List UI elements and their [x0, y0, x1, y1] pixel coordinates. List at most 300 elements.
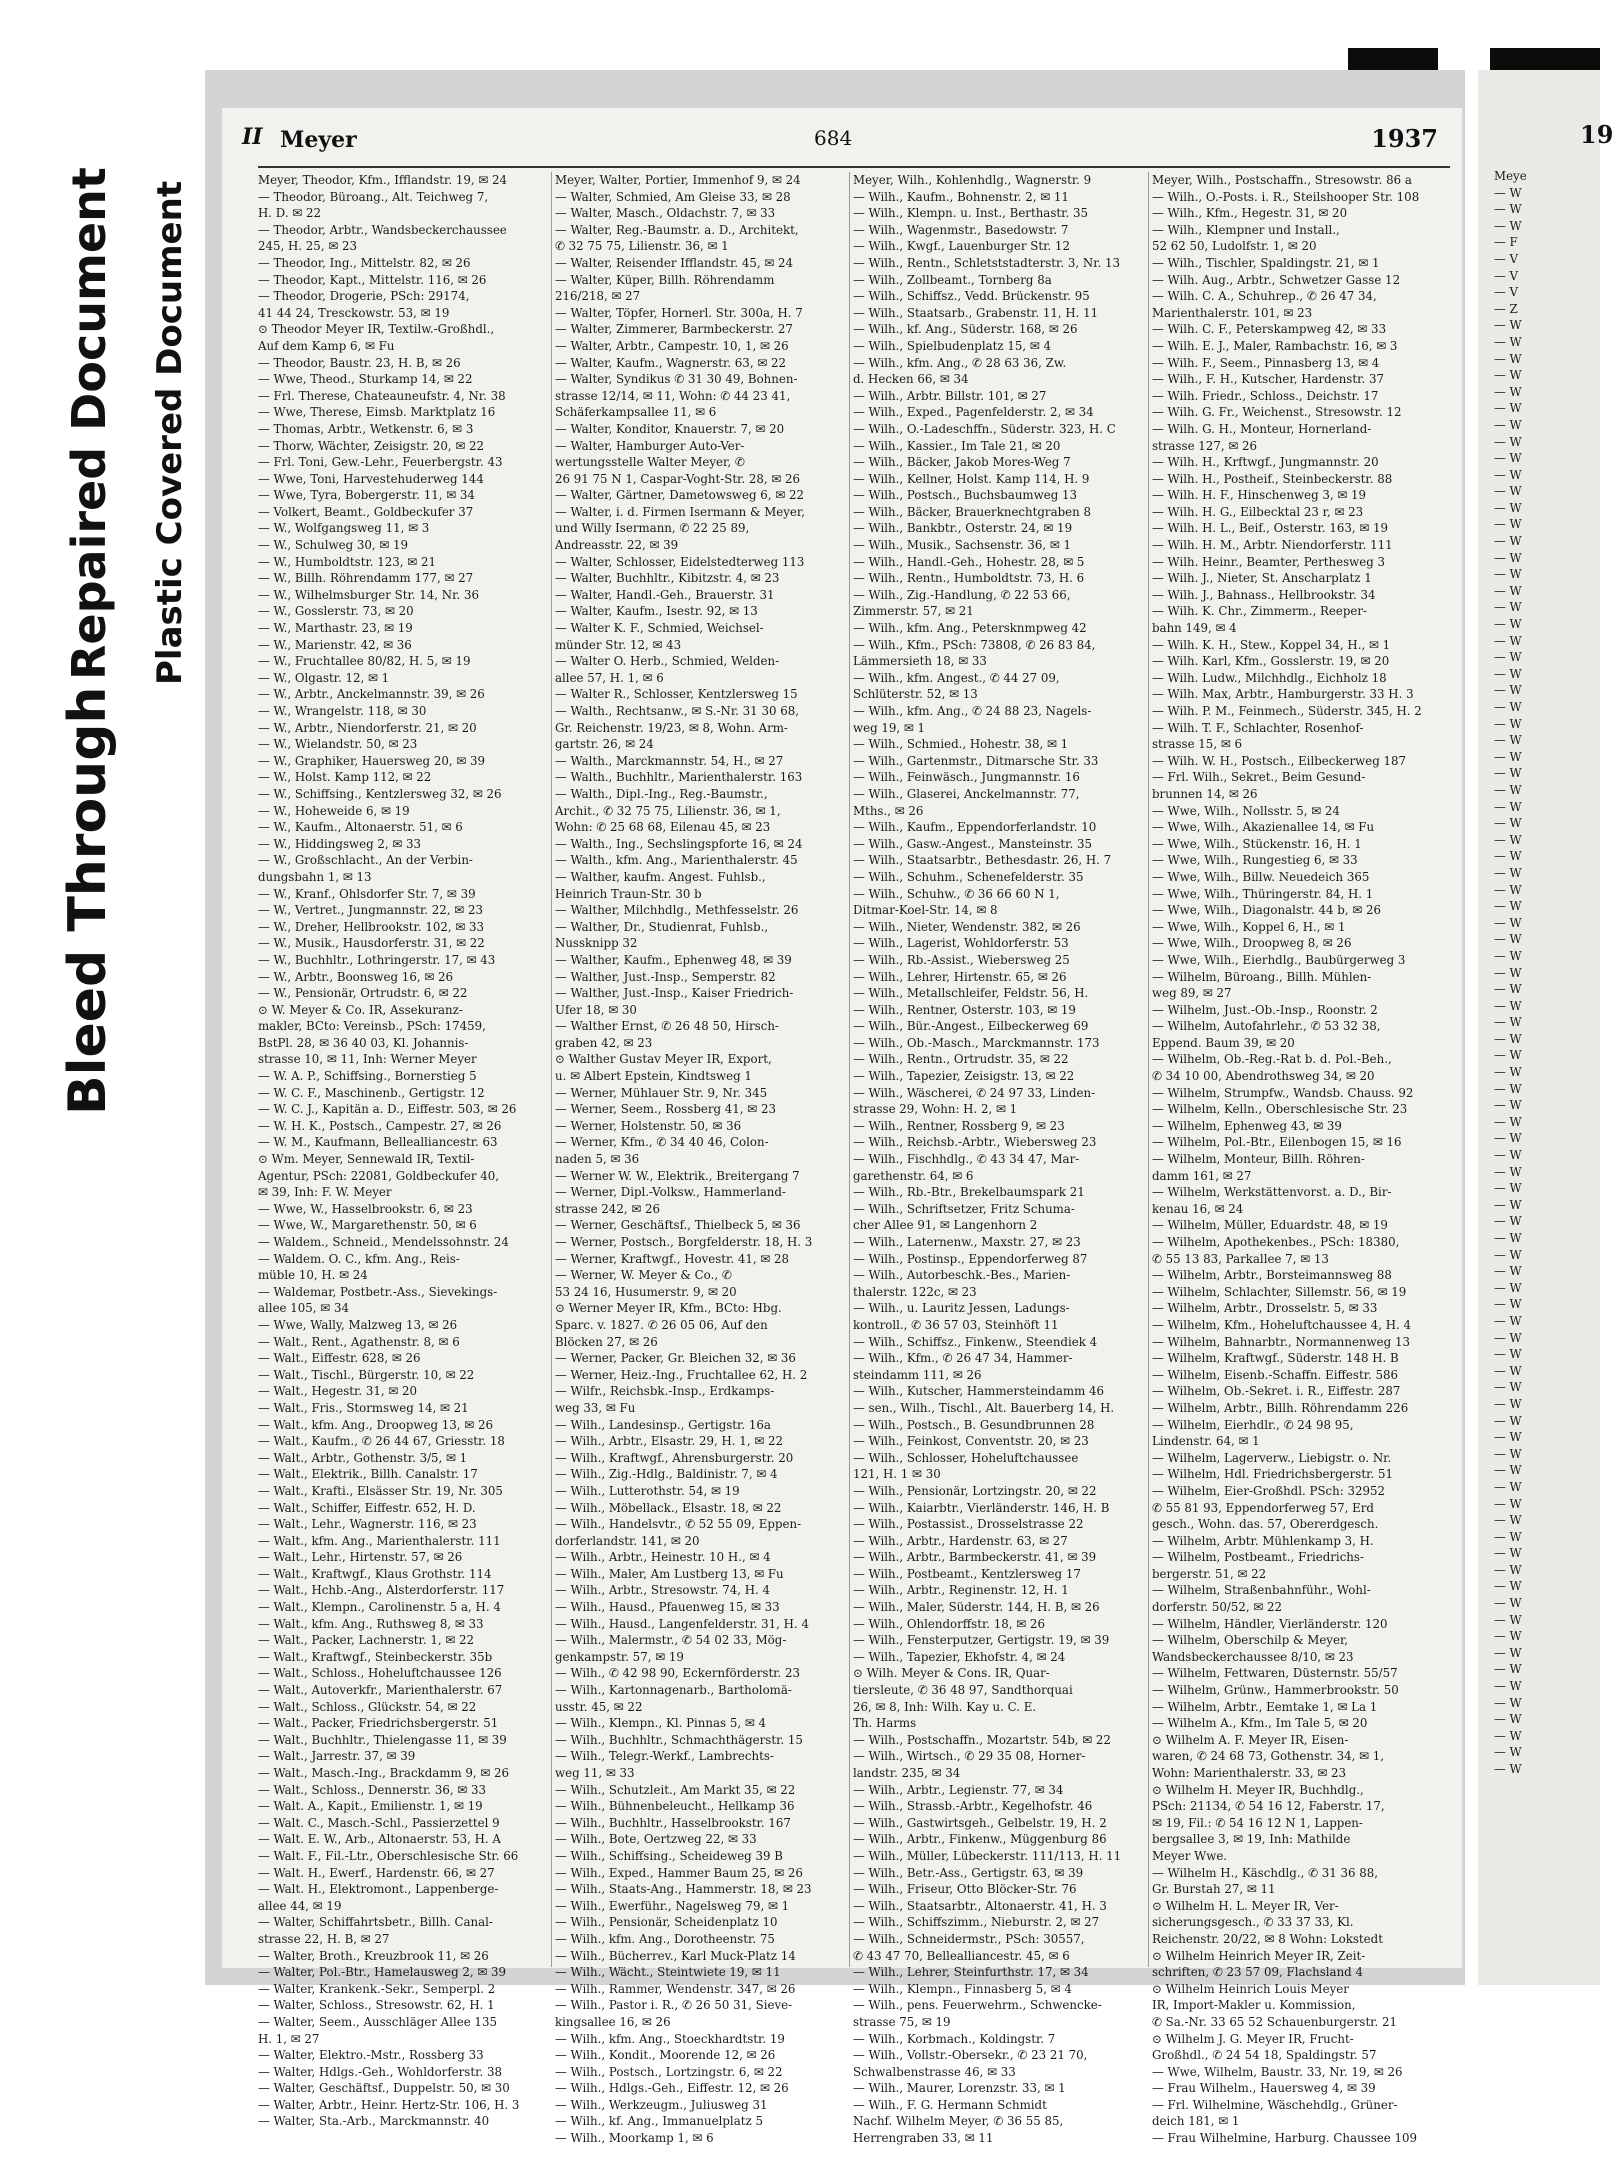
directory-entry-line: Mths., ✉ 26: [853, 803, 924, 818]
next-page-line: — W: [1494, 1098, 1522, 1113]
directory-entry-line: — Wilhelm, Kfm., Hoheluftchaussee 4, H. 4: [1152, 1317, 1412, 1332]
next-page-line: — W: [1494, 567, 1522, 582]
next-page-line: — W: [1494, 932, 1522, 947]
next-page-line: — W: [1494, 1048, 1522, 1063]
directory-entry-line: — Wilh., Tapezier, Ekhofstr. 4, ✉ 24: [853, 1649, 1066, 1664]
directory-entry-line: — Wilhelm, Kraftwgf., Süderstr. 148 H. B: [1152, 1351, 1399, 1366]
directory-entry-line: — Walter, Hdlgs.-Geh., Wohldorferstr. 38: [258, 2064, 502, 2079]
directory-entry-line: weg 11, ✉ 33: [555, 1766, 635, 1780]
next-page-line: — W: [1494, 500, 1522, 515]
directory-entry-line: — W., Graphiker, Hauersweg 20, ✉ 39: [258, 753, 485, 768]
next-page-line: — W: [1494, 1579, 1522, 1594]
directory-entry-line: — Theodor, Ing., Mittelstr. 82, ✉ 26: [258, 255, 471, 270]
directory-entry-line: — W., Marienstr. 42, ✉ 36: [258, 637, 412, 652]
directory-entry-line: — Wilhelm, Händler, Vierländerstr. 120: [1152, 1616, 1388, 1631]
next-page-line: — W: [1494, 633, 1522, 648]
directory-entry-line: — Theodor, Baustr. 23, H. B, ✉ 26: [258, 355, 461, 370]
directory-entry-line: — Wilh., Spielbudenplatz 15, ✉ 4: [853, 338, 1052, 353]
directory-entry-line: — Wilh., Bühnenbeleucht., Hellkamp 36: [555, 1799, 795, 1814]
next-page-line: — W: [1494, 401, 1522, 416]
directory-entry-line: allee 57, H. 1, ✉ 6: [555, 670, 664, 685]
directory-entry-line: — Walther, Kaufm., Ephenweg 48, ✉ 39: [555, 952, 792, 967]
directory-entry-line: — Wilh., Kellner, Holst. Kamp 114, H. 9: [853, 471, 1090, 486]
directory-entry-line: — W., Schiffsing., Kentzlersweg 32, ✉ 26: [258, 786, 502, 801]
directory-entry-line: cher Allee 91, ✉ Langenhorn 2: [853, 1218, 1038, 1233]
directory-entry-line: — Walter, Töpfer, Hornerl. Str. 300a, H. 7: [555, 305, 803, 320]
directory-entry-line: — W., Großschlacht., An der Verbin-: [258, 853, 473, 868]
directory-entry-line: — Wilh., Rb.-Assist., Wiebersweg 25: [853, 952, 1070, 967]
directory-entry-line: Auf dem Kamp 6, ✉ Fu: [258, 338, 395, 353]
directory-entry-line: — Wilh., Maler, Süderstr. 144, H. B, ✉ 26: [853, 1600, 1100, 1615]
next-page-line: — W: [1494, 417, 1522, 432]
directory-entry-line: — Walt. C., Masch.-Schl., Passierzettel 9: [258, 1815, 500, 1830]
header-rule: [258, 166, 1450, 168]
directory-entry-line: — Wwe, W., Margarethenstr. 50, ✉ 6: [258, 1218, 477, 1233]
next-page-line: — W: [1494, 1679, 1522, 1694]
next-page-line: — W: [1494, 1264, 1522, 1279]
directory-entry-line: — Wilhelm, Lagerverw., Liebigstr. o. Nr.: [1152, 1450, 1392, 1465]
directory-entry-line: garethenstr. 64, ✉ 6: [853, 1168, 974, 1183]
directory-entry-line: Meyer, Wilh., Kohlenhdlg., Wagnerstr. 9: [853, 173, 1092, 187]
directory-entry-line: — Wilh., Kfm., ✆ 26 47 34, Hammer-: [853, 1351, 1073, 1366]
directory-entry-line: — Frl. Wilhelmine, Wäschehdlg., Grüner-: [1152, 2097, 1398, 2112]
directory-entry-line: — Wilh., Schuhw., ✆ 36 66 60 N 1,: [853, 886, 1060, 901]
directory-entry-line: strasse 15, ✉ 6: [1152, 737, 1242, 752]
next-page-line: — W: [1494, 1131, 1522, 1146]
directory-entry-line: ⊙ Walther Gustav Meyer IR, Export,: [555, 1052, 772, 1067]
next-page-line: — W: [1494, 1430, 1522, 1445]
directory-entry-line: — Walther Ernst, ✆ 26 48 50, Hirsch-: [555, 1019, 779, 1034]
directory-entry-line: — Walt., Autoverkfr., Marienthalerstr. 67: [258, 1683, 503, 1698]
next-page-line: — W: [1494, 1413, 1522, 1428]
directory-entry-line: — Wilhelm, Ob.-Reg.-Rat b. d. Pol.-Beh.,: [1152, 1052, 1392, 1067]
directory-entry-line: ✆ Sa.-Nr. 33 65 52 Schauenburgerstr. 21: [1152, 2014, 1398, 2029]
directory-entry-line: — Walter, Zimmerer, Barmbeckerstr. 27: [555, 322, 793, 337]
directory-entry-line: tiersleute, ✆ 36 48 97, Sandthorquai: [853, 1683, 1073, 1698]
directory-entry-line: — Walter, Schloss., Stresowstr. 62, H. 1: [258, 1998, 495, 2013]
directory-entry-line: — Walter, Buchhltr., Kibitzstr. 4, ✉ 23: [555, 571, 780, 586]
directory-entry-line: — Wilh., Staatsarbtr., Bethesdastr. 26, H. 7: [853, 853, 1112, 868]
directory-entry-line: PSch: 21134, ✆ 54 16 12, Faberstr. 17,: [1152, 1799, 1385, 1814]
directory-entry-line: — Wilh. J., Bahnass., Hellbrookstr. 34: [1152, 587, 1376, 602]
directory-entry-line: — Waldem., Schneid., Mendelssohnstr. 24: [258, 1235, 509, 1249]
directory-entry-line: ⊙ Wilh. Meyer & Cons. IR, Quar-: [853, 1666, 1050, 1681]
directory-entry-line: — Wilhelm, Eisenb.-Schaffn. Eiffestr. 586: [1152, 1367, 1399, 1382]
directory-entry-line: — Walter, Gärtner, Dametowsweg 6, ✉ 22: [555, 488, 804, 503]
directory-entry-line: Meyer, Wilh., Postschaffn., Stresowstr. 86 a: [1152, 173, 1412, 187]
directory-entry-line: — Walt. E. W., Arb., Altonaerstr. 53, H. A: [258, 1832, 501, 1847]
directory-entry-line: damm 161, ✉ 27: [1152, 1168, 1252, 1183]
directory-entry-line: — Wilhelm, Arbtr. Mühlenkamp 3, H.: [1152, 1533, 1374, 1548]
directory-entry-line: — Wilh., Schiffsz., Vedd. Brückenstr. 95: [853, 289, 1090, 304]
directory-entry-line: — Walter, Kaufm., Isestr. 92, ✉ 13: [555, 604, 758, 619]
next-page-line: — W: [1494, 865, 1522, 880]
next-page-edge: [1478, 70, 1613, 1985]
directory-entry-line: — Wilhelm, Hdl. Friedrichsbergerstr. 51: [1152, 1467, 1393, 1482]
directory-entry-line: — Walter, i. d. Firmen Isermann & Meyer,: [555, 504, 806, 519]
directory-entry-line: Ufer 18, ✉ 30: [555, 1002, 637, 1017]
directory-entry-line: — Werner, Heiz.-Ing., Fruchtallee 62, H. 2: [555, 1367, 808, 1382]
directory-entry-line: — Wilh., Klempner und Install.,: [1152, 222, 1340, 237]
directory-entry-line: — Wilh., Rentn., Schletststadterstr. 3, Nr. 13: [853, 255, 1121, 270]
directory-entry-line: — Wwe, Wilhelm, Baustr. 33, Nr. 19, ✉ 26: [1152, 2064, 1403, 2079]
directory-entry-line: ⊙ Wilhelm A. F. Meyer IR, Eisen-: [1152, 1732, 1349, 1747]
directory-entry-line: — Wilh., Lagerist, Wohldorferstr. 53: [853, 936, 1069, 951]
next-page-line: — W: [1494, 368, 1522, 383]
directory-entry-line: 245, H. 25, ✉ 23: [258, 239, 357, 254]
directory-entry-line: strasse 10, ✉ 11, Inh: Werner Meyer: [258, 1052, 477, 1067]
directory-entry-line: — Werner, Dipl.-Volksw., Hammerland-: [555, 1185, 786, 1200]
directory-entry-line: — W., Arbtr., Boonsweg 16, ✉ 26: [258, 969, 453, 984]
directory-entry-line: — Wilh., Exped., Pagenfelderstr. 2, ✉ 34: [853, 405, 1094, 420]
directory-entry-line: weg 33, ✉ Fu: [555, 1400, 636, 1415]
directory-entry-line: — Wilh., Korbmach., Koldingstr. 7: [853, 2031, 1056, 2046]
next-page-line: — W: [1494, 1164, 1522, 1179]
next-page-line: — W: [1494, 583, 1522, 598]
directory-entry-line: d. Hecken 66, ✉ 34: [853, 372, 969, 387]
directory-entry-line: — Wilh., Möbellack., Elsastr. 18, ✉ 22: [555, 1500, 782, 1515]
directory-entry-line: Wohn: ✆ 25 68 68, Eilenau 45, ✉ 23: [555, 820, 771, 835]
directory-entry-line: — Wilh., Friseur, Otto Blöcker-Str. 76: [853, 1882, 1077, 1897]
directory-entry-line: — Walt., Arbtr., Gothenstr. 3/5, ✉ 1: [258, 1450, 468, 1465]
directory-entry-line: — W. M., Kaufmann, Bellealliancestr. 63: [258, 1135, 498, 1150]
directory-entry-line: — Wilh., Tischler, Spaldingstr. 21, ✉ 1: [1152, 255, 1380, 270]
directory-entry-line: — W., Olgastr. 12, ✉ 1: [258, 670, 390, 685]
next-page-line: — W: [1494, 1347, 1522, 1362]
directory-entry-line: — Wilh., Lehrer, Steinfurthstr. 17, ✉ 34: [853, 1965, 1089, 1980]
directory-column-4: [1148, 172, 1452, 2146]
directory-entry-line: — Wilh., Kraftwgf., Ahrensburgerstr. 20: [555, 1450, 794, 1465]
directory-entry-line: — Wilh., Kaufm., Bohnenstr. 2, ✉ 11: [853, 189, 1069, 204]
directory-entry-line: — Wilh., Gartenmstr., Ditmarsche Str. 33: [853, 753, 1099, 768]
directory-entry-line: — Wilh., Handl.-Geh., Hohestr. 28, ✉ 5: [853, 554, 1085, 569]
directory-entry-line: 26, ✉ 8, Inh: Wilh. Kay u. C. E.: [853, 1699, 1037, 1714]
next-page-line: — W: [1494, 185, 1522, 200]
next-page-line: — W: [1494, 1297, 1522, 1312]
directory-entry-line: Meyer, Theodor, Kfm., Ifflandstr. 19, ✉ 24: [258, 173, 508, 187]
directory-entry-line: — Wilh., Klempn., Finnasberg 5, ✉ 4: [853, 1981, 1072, 1996]
directory-entry-line: — Wilh., Schiffsing., Scheideweg 39 B: [555, 1848, 783, 1863]
directory-entry-line: Archit., ✆ 32 75 75, Lilienstr. 36, ✉ 1,: [555, 803, 781, 818]
directory-entry-line: Schäferkampsallee 11, ✉ 6: [555, 405, 717, 420]
directory-entry-line: ✆ 32 75 75, Lilienstr. 36, ✉ 1: [555, 239, 729, 254]
directory-entry-line: — Wilh., Schutzleit., Am Markt 35, ✉ 22: [555, 1782, 796, 1797]
directory-entry-line: — Wwe, Wilh., Droopweg 8, ✉ 26: [1152, 936, 1352, 951]
directory-entry-line: — Wilh., Schuhm., Schenefelderstr. 35: [853, 869, 1084, 884]
directory-entry-line: — Wilh., Rb.-Btr., Brekelbaumspark 21: [853, 1185, 1085, 1200]
directory-entry-line: ✉ 39, Inh: F. W. Meyer: [258, 1185, 392, 1200]
directory-entry-line: Eppend. Baum 39, ✉ 20: [1152, 1035, 1295, 1050]
directory-entry-line: Gr. Burstah 27, ✉ 11: [1152, 1882, 1276, 1897]
directory-entry-line: — Walth., Marckmannstr. 54, H., ✉ 27: [555, 753, 784, 768]
directory-entry-line: — Wilh., Malermstr., ✆ 54 02 33, Mög-: [555, 1633, 787, 1648]
directory-entry-line: — Frl. Wilh., Sekret., Beim Gesund-: [1152, 770, 1366, 785]
directory-entry-line: — Wilh., Maurer, Lorenzstr. 33, ✉ 1: [853, 2081, 1066, 2096]
directory-entry-line: — Walter, Syndikus ✆ 31 30 49, Bohnen-: [555, 372, 798, 387]
directory-entry-line: und Willy Isermann, ✆ 22 25 89,: [555, 521, 750, 536]
next-page-line: — W: [1494, 799, 1522, 814]
directory-entry-line: — Walter, Elektro.-Mstr., Rossberg 33: [258, 2048, 484, 2063]
next-page-line: — W: [1494, 351, 1522, 366]
directory-entry-line: — Walther, Dr., Studienrat, Fuhlsb.,: [555, 919, 769, 934]
next-page-line: — W: [1494, 1479, 1522, 1494]
next-page-line: — W: [1494, 334, 1522, 349]
next-page-line: — W: [1494, 1745, 1522, 1760]
directory-entry-line: — W., Schulweg 30, ✉ 19: [258, 538, 409, 553]
directory-entry-line: 121, H. 1 ✉ 30: [853, 1467, 941, 1482]
directory-entry-line: — Wwe, Wilh., Akazienallee 14, ✉ Fu: [1152, 820, 1375, 835]
directory-entry-line: Schlüterstr. 52, ✉ 13: [853, 687, 978, 702]
directory-entry-line: — Wilh., Schneidermstr., PSch: 30557,: [853, 1931, 1085, 1946]
directory-entry-line: — Wilh., Ohlendorffstr. 18, ✉ 26: [853, 1616, 1045, 1631]
directory-entry-line: — Walt., Klempn., Carolinenstr. 5 a, H. 4: [258, 1600, 501, 1615]
directory-entry-line: Reichenstr. 20/22, ✉ 8 Wohn: Lokstedt: [1152, 1931, 1383, 1946]
directory-entry-line: — Wilh., Schriftsetzer, Fritz Schuma-: [853, 1201, 1075, 1216]
next-page-line: — W: [1494, 1496, 1522, 1511]
directory-entry-line: — Wilh., Bankbtr., Osterstr. 24, ✉ 19: [853, 521, 1073, 536]
directory-entry-line: — Werner, Kraftwgf., Hovestr. 41, ✉ 28: [555, 1251, 790, 1266]
directory-entry-line: — Wilhelm, Arbtr., Drosselstr. 5, ✉ 33: [1152, 1301, 1378, 1316]
directory-entry-line: — Wilhelm, Ephenweg 43, ✉ 39: [1152, 1118, 1342, 1133]
next-page-line: — W: [1494, 1645, 1522, 1660]
directory-entry-line: — Wilh. K. H., Stew., Koppel 34, H., ✉ 1: [1152, 637, 1391, 652]
next-page-line: — W: [1494, 899, 1522, 914]
directory-entry-line: strasse 242, ✉ 26: [555, 1201, 660, 1216]
directory-entry-line: brunnen 14, ✉ 26: [1152, 786, 1258, 801]
directory-entry-line: — Wilh. T. F., Schlachter, Rosenhof-: [1152, 720, 1364, 735]
directory-entry-line: — Wilh., Handelsvtr., ✆ 52 55 09, Eppen-: [555, 1517, 802, 1532]
directory-entry-line: — Wilh., Wirtsch., ✆ 29 35 08, Horner-: [853, 1749, 1086, 1764]
directory-entry-line: ✆ 55 81 93, Eppendorferweg 57, Erd: [1152, 1500, 1374, 1515]
directory-entry-line: — Wilh. F., Seem., Pinnasberg 13, ✉ 4: [1152, 355, 1380, 370]
directory-entry-line: — Wwe, Wilh., Stückenstr. 16, H. 1: [1152, 836, 1362, 851]
directory-entry-line: — Wilh., Kartonnagenarb., Bartholomä-: [555, 1683, 792, 1698]
directory-entry-line: — Theodor, Kapt., Mittelstr. 116, ✉ 26: [258, 272, 487, 287]
directory-entry-line: IR, Import-Makler u. Kommission,: [1152, 1998, 1356, 2013]
directory-entry-line: H. D. ✉ 22: [258, 206, 321, 221]
directory-entry-line: graben 42, ✉ 23: [555, 1035, 653, 1050]
directory-entry-line: — Walt., Elektrik., Billh. Canalstr. 17: [258, 1467, 478, 1482]
directory-entry-line: wertungsstelle Walter Meyer, ✆: [555, 455, 745, 470]
directory-entry-line: — W., Marthastr. 23, ✉ 19: [258, 621, 413, 636]
directory-entry-line: — W., Hiddingsweg 2, ✉ 33: [258, 836, 422, 851]
directory-entry-line: 52 62 50, Ludolfstr. 1, ✉ 20: [1152, 239, 1317, 254]
directory-entry-line: — Wilh., Arbtr., Hardenstr. 63, ✉ 27: [853, 1533, 1068, 1548]
directory-entry-line: — Wilh. C. F., Peterskampweg 42, ✉ 33: [1152, 322, 1387, 337]
directory-entry-line: — Wilh. C. A., Schuhrep., ✆ 26 47 34,: [1152, 289, 1377, 304]
page-number: 684: [814, 126, 853, 150]
directory-entry-line: — Wilh., Arbtr., Barmbeckerstr. 41, ✉ 39: [853, 1550, 1097, 1565]
next-page-line: — W: [1494, 982, 1522, 997]
directory-entry-line: — Wilhelm, Arbtr., Borsteimannsweg 88: [1152, 1268, 1392, 1283]
directory-entry-line: — Wilh. P. M., Feinmech., Süderstr. 345, H. 2: [1152, 704, 1422, 718]
directory-entry-line: — Wilhelm, Müller, Eduardstr. 48, ✉ 19: [1152, 1218, 1388, 1233]
directory-entry-line: — Wilh. E. J., Maler, Rambachstr. 16, ✉ 3: [1152, 338, 1398, 353]
directory-entry-line: — Wilh. G. Fr., Weichenst., Stresowstr. 12: [1152, 405, 1402, 420]
next-page-line: — W: [1494, 849, 1522, 864]
directory-entry-line: — Walter, Geschäftsf., Duppelstr. 50, ✉ 30: [258, 2081, 510, 2096]
directory-entry-line: — Wilh., Bür.-Angest., Eilbeckerweg 69: [853, 1019, 1089, 1034]
directory-entry-line: — Walth., Dipl.-Ing., Reg.-Baumstr.,: [555, 786, 768, 801]
directory-entry-line: — Theodor, Büroang., Alt. Teichweg 7,: [258, 189, 489, 204]
directory-entry-line: — Wilh. H. G., Eilbecktal 23 r, ✉ 23: [1152, 504, 1364, 519]
directory-entry-line: — Walter R., Schlosser, Kentzlersweg 15: [555, 687, 798, 702]
directory-entry-line: — Wilh., Ob.-Masch., Marckmannstr. 173: [853, 1035, 1100, 1050]
directory-entry-line: Meyer Wwe.: [1152, 1848, 1228, 1863]
next-page-line: — Z: [1494, 301, 1518, 316]
next-page-line: — W: [1494, 1313, 1522, 1328]
next-page-line: — W: [1494, 1463, 1522, 1478]
directory-entry-line: ✆ 34 10 00, Abendrothsweg 34, ✉ 20: [1152, 1069, 1375, 1084]
directory-entry-line: — Werner, Holstenstr. 50, ✉ 36: [555, 1118, 742, 1133]
header-surname: Meyer: [280, 127, 357, 153]
directory-entry-line: — Wilh., Rentner, Osterstr. 103, ✉ 19: [853, 1002, 1076, 1017]
directory-entry-line: ✆ 43 47 70, Bellealliancestr. 45, ✉ 6: [853, 1948, 1070, 1963]
directory-entry-line: — Wilh., Kfm., PSch: 73808, ✆ 26 83 84,: [853, 637, 1096, 652]
directory-entry-line: — Wilh., kfm. Ang., Petersknmpweg 42: [853, 621, 1087, 636]
directory-entry-line: — Walter, Handl.-Geh., Brauerstr. 31: [555, 587, 775, 602]
directory-entry-line: naden 5, ✉ 36: [555, 1152, 640, 1167]
directory-entry-line: — Wilh., Lehrer, Hirtenstr. 65, ✉ 26: [853, 969, 1067, 984]
directory-entry-line: — Walt., Packer, Friedrichsbergerstr. 51: [258, 1716, 499, 1731]
next-page-line: — W: [1494, 1181, 1522, 1196]
directory-entry-line: gesch., Wohn. das. 57, Obererdgesch.: [1152, 1517, 1379, 1532]
directory-entry-line: — Wilh., Bote, Oertzweg 22, ✉ 33: [555, 1832, 757, 1847]
directory-entry-line: Herrengraben 33, ✉ 11: [853, 2131, 994, 2146]
directory-entry-line: dungsbahn 1, ✉ 13: [258, 869, 372, 884]
directory-entry-line: — Thomas, Arbtr., Wetkenstr. 6, ✉ 3: [258, 421, 474, 436]
directory-entry-line: — Wilh. Ludw., Milchhdlg., Eichholz 18: [1152, 670, 1387, 685]
directory-entry-line: — Walt., Hchb.-Ang., Alsterdorferstr. 117: [258, 1583, 505, 1598]
directory-entry-line: — W. H. K., Postsch., Campestr. 27, ✉ 26: [258, 1118, 502, 1133]
directory-entry-line: — Waldem. O. C., kfm. Ang., Reis-: [258, 1251, 460, 1266]
directory-entry-line: Ditmar-Koel-Str. 14, ✉ 8: [853, 903, 998, 918]
next-page-line: — W: [1494, 1031, 1522, 1046]
directory-entry-line: — Wilh., Arbtr., Legienstr. 77, ✉ 34: [853, 1782, 1064, 1797]
directory-entry-line: — Wilh. Max, Arbtr., Hamburgerstr. 33 H. 3: [1152, 687, 1414, 702]
next-page-line: — W: [1494, 1081, 1522, 1096]
directory-entry-line: — Wwe, Therese, Eimsb. Marktplatz 16: [258, 405, 496, 420]
directory-columns: [258, 172, 1453, 2146]
directory-entry-line: strasse 127, ✉ 26: [1152, 438, 1257, 453]
directory-entry-line: — Waldemar, Postbetr.-Ass., Sievekings-: [258, 1284, 498, 1299]
directory-entry-line: strasse 29, Wohn: H. 2, ✉ 1: [853, 1102, 1018, 1117]
directory-entry-line: dorferlandstr. 141, ✉ 20: [555, 1533, 700, 1548]
directory-entry-line: — Wwe, Wilh., Rungestieg 6, ✉ 33: [1152, 853, 1358, 868]
directory-entry-line: strasse 75, ✉ 19: [853, 2014, 951, 2029]
next-page-line: — V: [1494, 285, 1519, 300]
directory-entry-line: — Walter, Reisender Ifflandstr. 45, ✉ 24: [555, 255, 793, 270]
directory-entry-line: — Walt. H., Ewerf., Hardenstr. 66, ✉ 27: [258, 1865, 495, 1880]
directory-entry-line: — Walter, Masch., Oldachstr. 7, ✉ 33: [555, 206, 776, 221]
directory-entry-line: — Wilh., Arbtr. Billstr. 101, ✉ 27: [853, 388, 1047, 403]
directory-entry-line: — Wilh., F. G. Hermann Schmidt: [853, 2097, 1047, 2112]
directory-entry-line: — Walter, Broth., Kreuzbrook 11, ✉ 26: [258, 1948, 489, 1963]
directory-entry-line: Wandsbeckerchaussee 8/10, ✉ 23: [1152, 1649, 1354, 1664]
next-page-line: — W: [1494, 1214, 1522, 1229]
directory-entry-line: H. 1, ✉ 27: [258, 2031, 320, 2046]
directory-entry-line: — W., Gosslerstr. 73, ✉ 20: [258, 604, 414, 619]
directory-entry-line: — Walter, Pol.-Btr., Hamelausweg 2, ✉ 39: [258, 1965, 507, 1980]
directory-entry-line: 53 24 16, Husumerstr. 9, ✉ 20: [555, 1284, 737, 1299]
next-page-line: — W: [1494, 1231, 1522, 1245]
directory-entry-line: — Wilh., Vollstr.-Obersekr., ✆ 23 21 70,: [853, 2048, 1088, 2063]
directory-entry-line: — Wilhelm, Autofahrlehr., ✆ 53 32 38,: [1152, 1019, 1381, 1034]
directory-entry-line: — Wilh. H. F., Hinschenweg 3, ✉ 19: [1152, 488, 1367, 503]
directory-entry-line: — Wilh., Rammer, Wendenstr. 347, ✉ 26: [555, 1981, 796, 1996]
directory-entry-line: Meyer, Walter, Portier, Immenhof 9, ✉ 24: [555, 173, 801, 187]
directory-entry-line: — W., Wilhelmsburger Str. 14, Nr. 36: [258, 587, 479, 602]
directory-entry-line: Th. Harms: [853, 1716, 917, 1731]
directory-entry-line: — Wilh., Strassb.-Arbtr., Kegelhofstr. 46: [853, 1799, 1093, 1814]
directory-entry-line: — Walther, Milchhdlg., Methfesselstr. 26: [555, 903, 799, 918]
next-page-line: — W: [1494, 766, 1522, 781]
next-page-line: — W: [1494, 534, 1522, 549]
directory-entry-line: — Wilh., Zig.-Hdlg., Baldinistr. 7, ✉ 4: [555, 1467, 778, 1482]
directory-entry-line: — Wwe, Theod., Sturkamp 14, ✉ 22: [258, 372, 473, 387]
directory-entry-line: — Wilh., Schlosser, Hoheluftchaussee: [853, 1450, 1079, 1465]
next-page-line: — W: [1494, 1197, 1522, 1212]
directory-entry-line: — Wilh., Schmied., Hohestr. 38, ✉ 1: [853, 737, 1069, 752]
directory-entry-line: — Walt., Schiffer, Eiffestr. 652, H. D.: [258, 1500, 476, 1515]
directory-entry-line: — W., Hoheweide 6, ✉ 19: [258, 803, 410, 818]
directory-entry-line: — Wilh., Wächt., Steintwiete 19, ✉ 11: [555, 1965, 781, 1980]
directory-entry-line: strasse 12/14, ✉ 11, Wohn: ✆ 44 23 41,: [555, 388, 791, 403]
directory-entry-line: — Wilh., Kassier., Im Tale 21, ✉ 20: [853, 438, 1061, 453]
directory-entry-line: — Walt., Eiffestr. 628, ✉ 26: [258, 1351, 421, 1366]
directory-entry-line: Lämmersieth 18, ✉ 33: [853, 654, 987, 669]
directory-entry-line: 41 44 24, Tresckowstr. 53, ✉ 19: [258, 305, 450, 320]
directory-entry-line: ⊙ Werner Meyer IR, Kfm., BCto: Hbg.: [555, 1301, 782, 1316]
next-page-line: — W: [1494, 1762, 1522, 1776]
directory-entry-line: — W., Pensionär, Ortrudstr. 6, ✉ 22: [258, 986, 468, 1001]
next-page-line: — W: [1494, 1662, 1522, 1677]
directory-entry-line: weg 19, ✉ 1: [853, 720, 926, 735]
next-page-line: — W: [1494, 1446, 1522, 1461]
directory-entry-line: — Wilh., kfm. Ang., Stoeckhardtstr. 19: [555, 2031, 785, 2046]
next-page-line: — W: [1494, 484, 1522, 499]
directory-column-1: [258, 172, 546, 2129]
next-page-line: — W: [1494, 1596, 1522, 1611]
directory-entry-line: Nachf. Wilhelm Meyer, ✆ 36 55 85,: [853, 2114, 1064, 2129]
next-page-line: — W: [1494, 948, 1522, 963]
directory-entry-line: — Wilh. H., Postheif., Steinbeckerstr. 88: [1152, 471, 1393, 486]
directory-entry-line: waren, ✆ 24 68 73, Gothenstr. 34, ✉ 1,: [1152, 1749, 1384, 1764]
next-page-line: — W: [1494, 650, 1522, 665]
directory-entry-line: steindamm 111, ✉ 26: [853, 1367, 982, 1382]
directory-entry-line: — Wwe, Wilh., Eierhdlg., Baubürgerweg 3: [1152, 952, 1406, 967]
directory-entry-line: — Wilh., kf. Ang., Süderstr. 168, ✉ 26: [853, 322, 1078, 337]
next-page-line: — W: [1494, 1065, 1522, 1080]
directory-entry-line: — Wilh., Exped., Hammer Baum 25, ✉ 26: [555, 1865, 803, 1880]
directory-entry-line: bergerstr. 51, ✉ 22: [1152, 1566, 1267, 1581]
directory-entry-line: landstr. 235, ✉ 34: [853, 1766, 961, 1780]
directory-entry-line: — Walt., Buchhltr., Thielengasse 11, ✉ 39: [258, 1732, 507, 1747]
directory-entry-line: ⊙ Wm. Meyer, Sennewald IR, Textil-: [258, 1152, 475, 1167]
directory-entry-line: genkampstr. 57, ✉ 19: [555, 1649, 684, 1664]
directory-entry-line: — Frl. Toni, Gew.-Lehr., Feuerbergstr. 43: [258, 455, 503, 470]
directory-entry-line: — Wilhelm, Eierhdlr., ✆ 24 98 95,: [1152, 1417, 1354, 1432]
directory-entry-line: — Walter, Arbtr., Heinr. Hertz-Str. 106, H. 3: [258, 2097, 520, 2112]
directory-entry-line: BstPl. 28, ✉ 36 40 03, Kl. Johannis-: [258, 1035, 469, 1050]
next-page-line: — W: [1494, 683, 1522, 698]
directory-entry-line: — Walt., kfm. Ang., Droopweg 13, ✉ 26: [258, 1417, 493, 1432]
directory-entry-line: — Wilh., Kfm., Hegestr. 31, ✉ 20: [1152, 206, 1348, 221]
next-page-line: — W: [1494, 384, 1522, 399]
next-page-line: — W: [1494, 202, 1522, 217]
directory-entry-line: — Walt., Krafti., Elsässer Str. 19, Nr. 305: [258, 1483, 503, 1498]
directory-entry-line: makler, BCto: Vereinsb., PSch: 17459,: [258, 1019, 486, 1034]
